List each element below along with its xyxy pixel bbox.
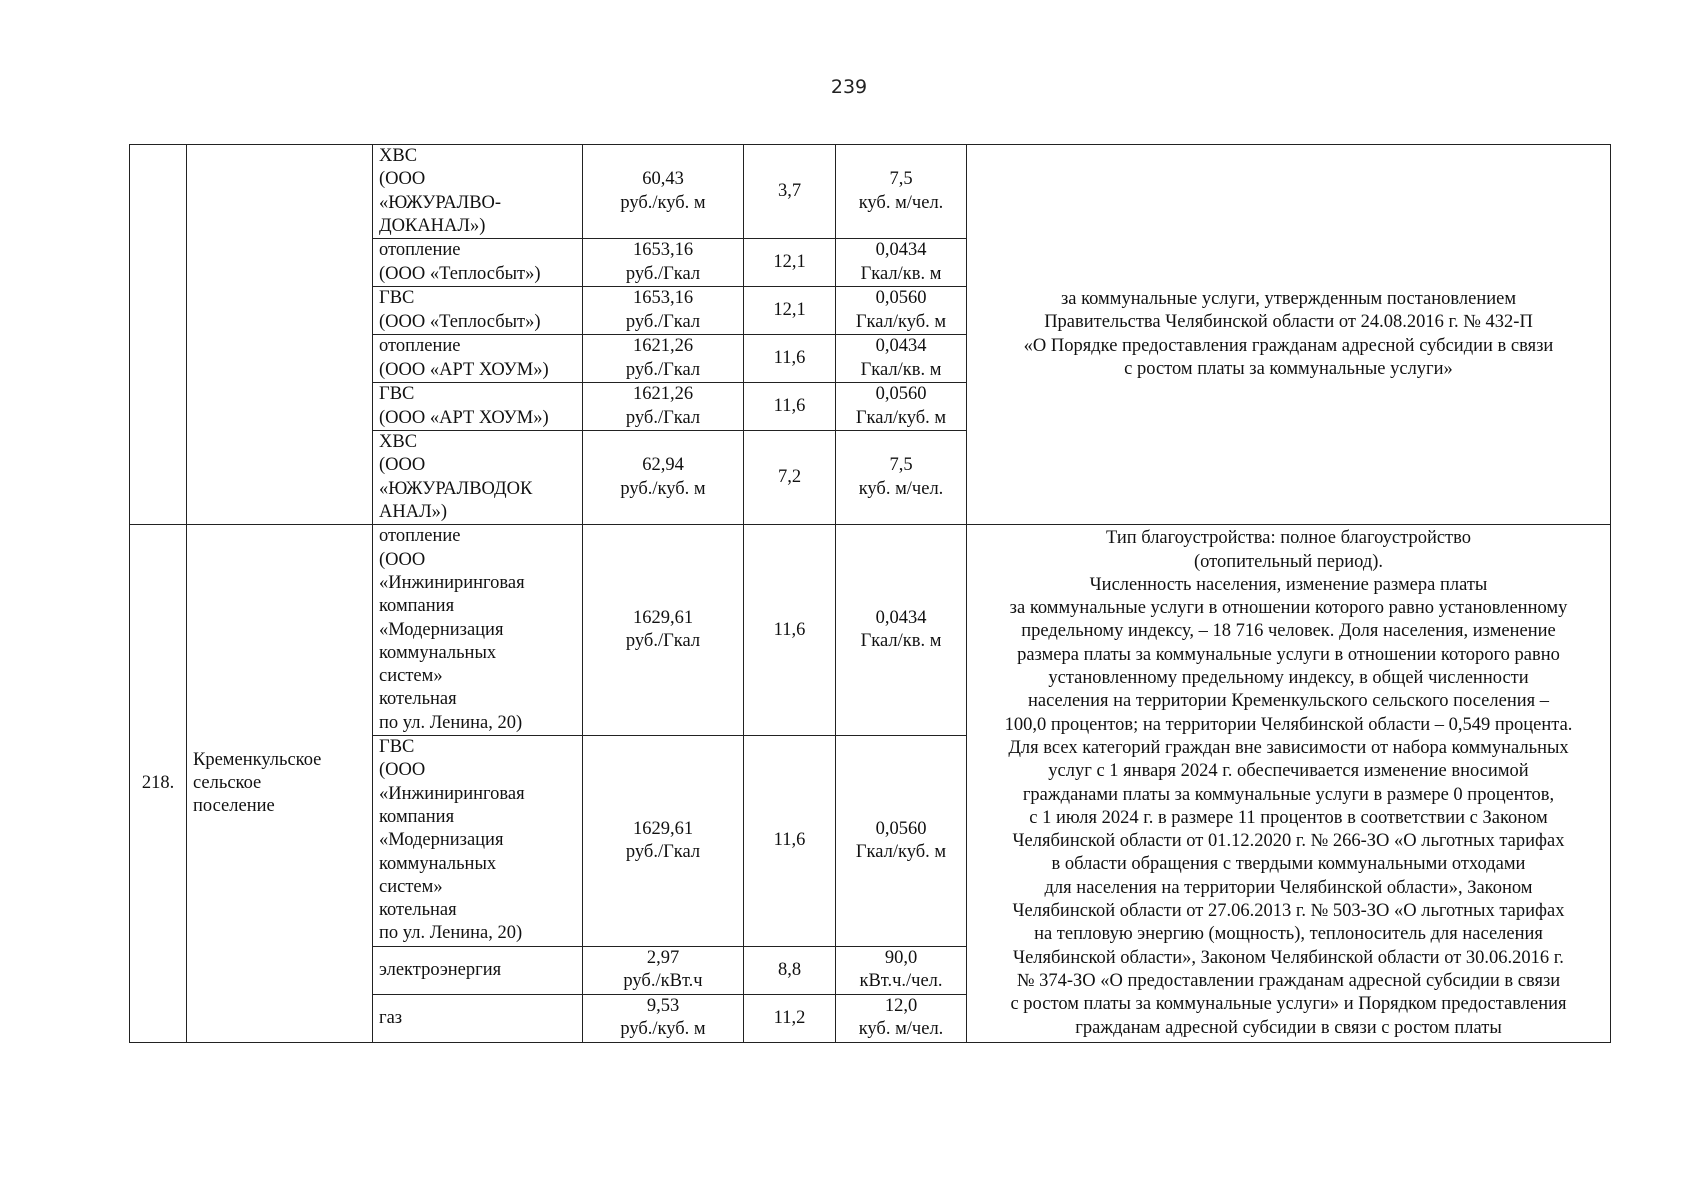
index-cell: 3,7 [744,145,836,239]
service-cell: ХВС (ООО «ЮЖУРАЛВО- ДОКАНАЛ») [373,145,583,239]
tariff-cell: 1629,61 руб./Гкал [583,525,744,736]
tariff-cell: 1621,26 руб./Гкал [583,335,744,383]
page-number: 239 [830,76,868,98]
index-cell: 11,6 [744,736,836,947]
table-row [130,145,1611,239]
index-cell: 7,2 [744,431,836,525]
norm-cell: 12,0 куб. м/чел. [836,994,967,1042]
tariff-cell: 1629,61 руб./Гкал [583,736,744,947]
service-cell: газ [373,994,583,1042]
norm-cell: 90,0 кВт.ч./чел. [836,946,967,994]
settlement-cell: Кременкульское сельское поселение [187,525,373,1042]
norm-cell: 0,0434 Гкал/кв. м [836,239,967,287]
index-cell: 11,6 [744,335,836,383]
index-cell: 11,6 [744,383,836,431]
row-number-cell [130,145,187,525]
tariff-cell: 9,53 руб./куб. м [583,994,744,1042]
service-cell: ГВС (ООО «АРТ ХОУМ») [373,383,583,431]
tariff-table [129,144,1611,1043]
service-cell: ГВС (ООО «Инжиниринговая компания «Модернизация коммунальных систем» котельная по ул. Ленина, 20) [373,736,583,947]
service-cell: электроэнергия [373,946,583,994]
norm-cell: 0,0560 Гкал/куб. м [836,383,967,431]
norm-cell: 0,0560 Гкал/куб. м [836,287,967,335]
service-cell: ГВС (ООО «Теплосбыт») [373,287,583,335]
index-cell: 11,6 [744,525,836,736]
index-cell: 12,1 [744,287,836,335]
settlement-cell [187,145,373,525]
row-number-cell: 218. [130,525,187,1042]
tariff-cell: 1621,26 руб./Гкал [583,383,744,431]
note-cell: Тип благоустройства: полное благоустройство (отопительный период). Численность населения, изменение размера платы за коммунальные услуги в отношении которого равно установленному предельному индексу, – 18 716 человек. Доля населения, изменение размера платы за коммунальные услуги в отношении которого равно установленному предельному индексу, в общей численности населения на территории Кременкульского сельского поселения – 100,0 процентов; на территории Челябинской области – 0,549 процента. Для всех категорий граждан вне зависимости от набора коммунальных услуг с 1 января 2024 г. обеспечивается изменение вносимой гражданами платы за коммунальные услуги в размере 0 процентов, с 1 июля 2024 г. в размере 11 процентов в соответствии с Законом Челябинской области от 01.12.2020 г. № 266-ЗО «О льготных тарифах в области обращения с твердыми коммунальными отходами для населения на территории Челябинской области», Законом Челябинской области от 27.06.2013 г. № 503-ЗО «О льготных тарифах на тепловую энергию (мощность), теплоноситель для населения Челябинской области», Законом Челябинской области от 30.06.2016 г. № 374-ЗО «О предоставлении гражданам адресной субсидии в связи с ростом платы за коммунальные услуги» и Порядком предоставления гражданам адресной субсидии в связи с ростом платы [967,525,1611,1042]
note-cell: за коммунальные услуги, утвержденным постановлением Правительства Челябинской области от 24.08.2016 г. № 432-П «О Порядке предоставления гражданам адресной субсидии в связи с ростом платы за коммунальные услуги» [967,145,1611,525]
service-cell: отопление (ООО «Инжиниринговая компания «Модернизация коммунальных систем» котельная по ул. Ленина, 20) [373,525,583,736]
norm-cell: 7,5 куб. м/чел. [836,431,967,525]
index-cell: 8,8 [744,946,836,994]
tariff-cell: 1653,16 руб./Гкал [583,239,744,287]
norm-cell: 0,0560 Гкал/куб. м [836,736,967,947]
tariff-cell: 2,97 руб./кВт.ч [583,946,744,994]
service-cell: отопление (ООО «Теплосбыт») [373,239,583,287]
norm-cell: 0,0434 Гкал/кв. м [836,335,967,383]
tariff-cell: 60,43 руб./куб. м [583,145,744,239]
tariff-cell: 62,94 руб./куб. м [583,431,744,525]
table-row [130,525,1611,736]
tariff-cell: 1653,16 руб./Гкал [583,287,744,335]
service-cell: отопление (ООО «АРТ ХОУМ») [373,335,583,383]
service-cell: ХВС (ООО «ЮЖУРАЛВОДОК АНАЛ») [373,431,583,525]
norm-cell: 0,0434 Гкал/кв. м [836,525,967,736]
index-cell: 12,1 [744,239,836,287]
norm-cell: 7,5 куб. м/чел. [836,145,967,239]
index-cell: 11,2 [744,994,836,1042]
